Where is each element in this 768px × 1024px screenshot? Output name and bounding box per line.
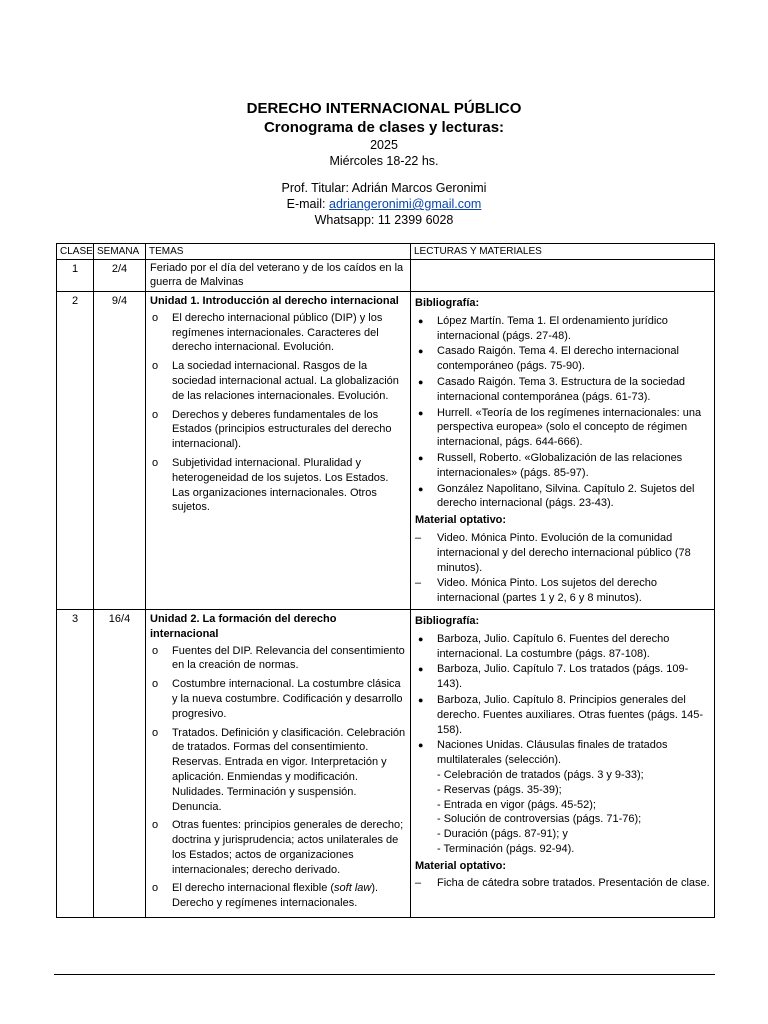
list-item: ● Casado Raigón. Tema 3. Estructura de la sociedad internacional contemporánea (págs. 61-73). bbox=[418, 375, 686, 403]
bibliografia-list bbox=[415, 314, 710, 511]
list-item: – Ficha de cátedra sobre tratados. Presentación de clase. bbox=[415, 877, 710, 890]
bibliografia-label: Bibliografía: bbox=[415, 297, 480, 309]
col-header-clase: CLASE bbox=[57, 244, 94, 260]
document-header bbox=[0, 99, 768, 228]
bibliografia-label: Bibliografía: bbox=[415, 614, 480, 627]
unit-title: Unidad 1. Introducción al derecho internacional bbox=[150, 295, 399, 307]
bullet-icon: ● bbox=[418, 633, 424, 644]
list-item: ● Barboza, Julio. Capítulo 6. Fuentes del derecho internacional. La costumbre (págs. 87-108). bbox=[418, 632, 670, 660]
optativo-label: Material optativo: bbox=[415, 514, 507, 527]
optativo-list bbox=[415, 876, 710, 891]
whatsapp: Whatsapp: 11 2399 6028 bbox=[314, 213, 454, 227]
clase-cell: 2 bbox=[57, 292, 94, 610]
email-label: E-mail: bbox=[286, 197, 330, 211]
temas-list bbox=[150, 644, 406, 912]
circle-bullet-icon: o bbox=[152, 819, 159, 832]
bullet-icon: ● bbox=[418, 483, 424, 494]
bullet-icon: ● bbox=[418, 346, 424, 357]
circle-bullet-icon: o bbox=[152, 678, 159, 691]
optativo-list bbox=[415, 531, 710, 606]
bullet-icon: ● bbox=[418, 376, 424, 387]
clase-cell: 3 bbox=[57, 609, 94, 917]
list-item: – Video. Mónica Pinto. Evolución de la comunidad internacional y del derecho internacional público (78 minutos). bbox=[415, 531, 691, 574]
list-item: ● Barboza, Julio. Capítulo 8. Principios generales del derecho. Fuentes auxiliares. Otras fuentes (págs. 145-158). bbox=[418, 693, 703, 736]
list-item: o El derecho internacional público (DIP) y los regímenes internacionales. Caracteres del derecho internacional. Evolución. bbox=[152, 311, 383, 354]
table-row bbox=[57, 292, 715, 610]
circle-bullet-icon: o bbox=[152, 644, 159, 657]
footer-rule bbox=[54, 974, 715, 975]
bullet-icon: ● bbox=[418, 452, 424, 463]
circle-bullet-icon: o bbox=[152, 456, 159, 469]
list-item: ● Russell, Roberto. «Globalización de las relaciones internacionales» (págs. 85-97). bbox=[418, 451, 683, 479]
list-item: o La sociedad internacional. Rasgos de la sociedad internacional actual. La globalización de las relaciones internacionales. Evolución. bbox=[152, 360, 399, 402]
clase-cell: 1 bbox=[57, 260, 94, 292]
circle-bullet-icon: o bbox=[152, 408, 159, 421]
unit-title: Unidad 2. La formación del derecho internacional bbox=[150, 612, 337, 640]
semana-cell: 2/4 bbox=[94, 260, 146, 292]
class-schedule: Miércoles 18-22 hs. bbox=[329, 154, 439, 168]
circle-bullet-icon: o bbox=[152, 882, 159, 895]
bullet-icon: ● bbox=[418, 694, 424, 705]
optativo-label: Material optativo: bbox=[415, 859, 507, 872]
list-item: o Fuentes del DIP. Relevancia del consentimiento en la creación de normas. bbox=[152, 644, 405, 672]
col-header-temas: TEMAS bbox=[146, 244, 411, 260]
document-title: DERECHO INTERNACIONAL PÚBLICO bbox=[246, 100, 522, 117]
schedule-table bbox=[56, 243, 715, 918]
semana-cell: 16/4 bbox=[94, 609, 146, 917]
professor: Prof. Titular: Adrián Marcos Geronimi bbox=[281, 181, 487, 195]
lecturas-cell bbox=[411, 609, 715, 917]
temas-cell bbox=[146, 609, 411, 917]
circle-bullet-icon: o bbox=[152, 311, 159, 324]
list-item: ● Naciones Unidas. Cláusulas finales de tratados multilaterales (selección). - Celebración de tratados (págs. 3 y 9-33); - Reservas (págs. 35-39); - Entrada en vigor (págs. 45-52); - Solución de controversias (págs. 71-76); - Duración (págs. 87-91); y - Terminación (págs. 92-94). bbox=[418, 739, 668, 855]
list-item: o Subjetividad internacional. Pluralidad y heterogeneidad de los sujetos. Los Estados. Las organizaciones internacionales. Otros sujetos. bbox=[152, 456, 389, 514]
dash-bullet-icon: – bbox=[415, 877, 422, 890]
lecturas-cell bbox=[411, 292, 715, 610]
list-item: – Video. Mónica Pinto. Los sujetos del derecho internacional (partes 1 y 2, 6 y 8 minutos). bbox=[415, 577, 657, 605]
dash-bullet-icon: – bbox=[415, 531, 422, 544]
list-item: o Costumbre internacional. La costumbre clásica y la nueva costumbre. Codificación y desarrollo progresivo. bbox=[152, 678, 403, 720]
document-subtitle: Cronograma de clases y lecturas: bbox=[263, 119, 505, 136]
circle-bullet-icon: o bbox=[152, 726, 159, 739]
semana-cell: 9/4 bbox=[94, 292, 146, 610]
col-header-semana: SEMANA bbox=[94, 244, 146, 260]
bullet-icon: ● bbox=[418, 407, 424, 418]
table-header-row bbox=[57, 244, 715, 260]
list-item: o Otras fuentes: principios generales de derecho; doctrina y jurisprudencia; actos unilaterales de los Estados; actos de organizaciones internacionales; derecho derivado. bbox=[152, 819, 404, 876]
bibliografia-list bbox=[415, 632, 710, 857]
table-row bbox=[57, 260, 715, 292]
table-row bbox=[57, 609, 715, 917]
col-header-lecturas: LECTURAS Y MATERIALES bbox=[411, 244, 715, 260]
list-item: ● González Napolitano, Silvina. Capítulo 2. Sujetos del derecho internacional (págs. 23-43). bbox=[418, 482, 695, 510]
bullet-icon: ● bbox=[418, 664, 424, 675]
temas-cell bbox=[146, 292, 411, 610]
temas-cell: Feriado por el día del veterano y de los caídos en la guerra de Malvinas bbox=[146, 260, 411, 292]
list-item: o Derechos y deberes fundamentales de los Estados (principios estructurales del derecho internacional). bbox=[152, 408, 392, 451]
email-line bbox=[0, 196, 768, 212]
dash-bullet-icon: – bbox=[415, 577, 422, 590]
bullet-icon: ● bbox=[418, 740, 424, 751]
email-link[interactable]: adriangeronimi@gmail.com bbox=[329, 197, 482, 211]
list-item: o El derecho internacional flexible (soft law). Derecho y regímenes internacionales. bbox=[152, 882, 379, 910]
list-item: ● Hurrell. «Teoría de los regímenes internacionales: una perspectiva europea» (solo el concepto de régimen internacional, págs. 644-666). bbox=[418, 406, 702, 449]
bullet-icon: ● bbox=[418, 315, 424, 326]
list-item: ● López Martín. Tema 1. El ordenamiento jurídico internacional (págs. 27-48). bbox=[418, 314, 668, 342]
year: 2025 bbox=[370, 138, 398, 152]
temas-list bbox=[150, 311, 406, 515]
circle-bullet-icon: o bbox=[152, 360, 159, 373]
lecturas-cell bbox=[411, 260, 715, 292]
list-item: ● Barboza, Julio. Capítulo 7. Los tratados (págs. 109-143). bbox=[418, 663, 689, 691]
list-item: o Tratados. Definición y clasificación. Celebración de tratados. Formas del consentimiento. Reservas. Entrada en vigor. Interpretación y aplicación. Enmiendas y modificación. Nulidades. Terminación y suspensión. Denuncia. bbox=[152, 726, 406, 813]
list-item: ● Casado Raigón. Tema 4. El derecho internacional contemporáneo (págs. 75-90). bbox=[418, 345, 679, 373]
